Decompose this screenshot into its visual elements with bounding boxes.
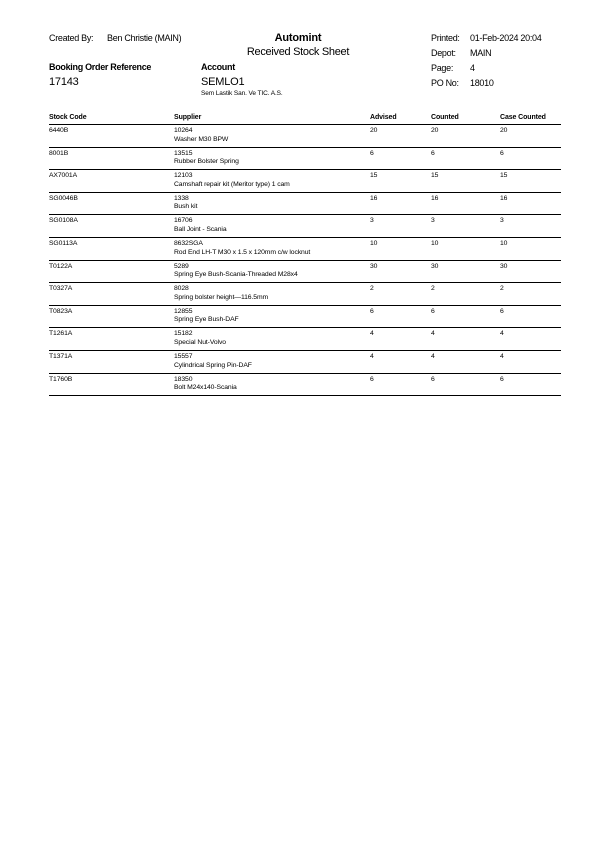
counted-cell: 4 [431, 330, 435, 338]
description-cell: Cylindrical Spring Pin-DAF [174, 361, 252, 369]
supplier-code-cell: 15557 [174, 353, 193, 360]
stock-code-cell: T0823A [49, 307, 73, 315]
counted-cell: 6 [431, 307, 435, 315]
counted-cell: 10 [431, 240, 439, 247]
account-code: SEMLO1 [201, 76, 245, 88]
supplier-code-cell: 1338 [174, 194, 189, 202]
case-counted-cell: 3 [500, 217, 504, 225]
page-number: 4 [470, 63, 475, 73]
col-case-counted: Case Counted [500, 114, 546, 121]
col-advised: Advised [370, 114, 397, 121]
table-row [0, 170, 595, 193]
supplier-code-cell: 8028 [174, 285, 189, 293]
advised-cell: 3 [370, 217, 374, 225]
counted-cell: 15 [431, 172, 439, 180]
stock-code-cell: T0327A [49, 285, 73, 293]
case-counted-cell: 20 [500, 127, 508, 134]
created-by-value: Ben Christie (MAIN) [107, 33, 182, 43]
case-counted-cell: 6 [500, 307, 504, 315]
advised-cell: 6 [370, 149, 374, 157]
table-row [0, 374, 595, 397]
stock-code-cell: T0122A [49, 262, 73, 270]
case-counted-cell: 10 [500, 240, 508, 247]
description-cell: Bolt M24x140-Scania [174, 384, 237, 392]
table-row [0, 328, 595, 351]
description-cell: Special Nut-Volvo [174, 338, 226, 346]
description-cell: Spring Eye Bush-DAF [174, 316, 239, 324]
counted-cell: 30 [431, 262, 439, 270]
stock-code-cell: SG0113A [49, 240, 78, 247]
advised-cell: 6 [370, 375, 374, 383]
table-row [0, 283, 595, 306]
po-number: 18010 [470, 78, 494, 88]
booking-ref-label: Booking Order Reference [49, 62, 152, 72]
table-row [0, 238, 595, 261]
description-cell: Camshaft repair kit (Meritor type) 1 cam [174, 180, 290, 188]
table-row [0, 351, 595, 374]
case-counted-cell: 2 [500, 285, 504, 293]
counted-cell: 20 [431, 127, 439, 134]
case-counted-cell: 16 [500, 194, 508, 202]
account-label: Account [201, 62, 235, 72]
table-row [0, 125, 595, 148]
advised-cell: 20 [370, 127, 378, 134]
advised-cell: 16 [370, 194, 378, 202]
table-row [0, 306, 595, 329]
supplier-code-cell: 15182 [174, 330, 193, 338]
col-counted: Counted [431, 114, 459, 121]
supplier-code-cell: 8632SGA [174, 240, 203, 247]
depot-value: MAIN [470, 48, 492, 58]
counted-cell: 2 [431, 285, 435, 293]
supplier-code-cell: 10264 [174, 127, 193, 134]
description-cell: Spring bolster height—116.5mm [174, 293, 269, 301]
stock-code-cell: SG0046B [49, 194, 78, 202]
advised-cell: 4 [370, 353, 374, 360]
description-cell: Washer M30 BPW [174, 135, 229, 143]
table-row [0, 148, 595, 171]
printed-value: 01-Feb-2024 20:04 [470, 33, 542, 43]
description-cell: Bush kit [174, 203, 198, 211]
description-cell: Rod End LH-T M30 x 1.5 x 120mm c/w locknut [174, 248, 311, 256]
description-cell: Spring Eye Bush-Scania-Threaded M28x4 [174, 271, 298, 279]
table-row [0, 261, 595, 284]
counted-cell: 6 [431, 149, 435, 157]
advised-cell: 6 [370, 307, 374, 315]
printed-label: Printed: [431, 33, 460, 43]
booking-ref-value: 17143 [49, 76, 79, 88]
supplier-code-cell: 18350 [174, 375, 193, 383]
page-label: Page: [431, 63, 454, 73]
col-stock-code: Stock Code [49, 114, 87, 121]
account-name: Sem Lastik San. Ve TIC. A.S. [201, 90, 283, 97]
advised-cell: 15 [370, 172, 378, 180]
po-label: PO No: [431, 78, 459, 88]
case-counted-cell: 4 [500, 330, 504, 338]
stock-code-cell: SG0108A [49, 217, 78, 225]
case-counted-cell: 15 [500, 172, 508, 180]
depot-label: Depot: [431, 48, 456, 58]
stock-code-cell: AX7001A [49, 172, 78, 180]
table-row [0, 215, 595, 238]
advised-cell: 30 [370, 262, 378, 270]
case-counted-cell: 4 [500, 353, 504, 360]
counted-cell: 3 [431, 217, 435, 225]
table-row [0, 193, 595, 216]
sheet-title: Received Stock Sheet [246, 46, 350, 58]
case-counted-cell: 6 [500, 375, 504, 383]
supplier-code-cell: 5289 [174, 262, 189, 270]
stock-code-cell: T1371A [49, 353, 73, 360]
description-cell: Rubber Bolster Spring [174, 158, 239, 166]
stock-code-cell: T1760B [49, 375, 73, 383]
col-supplier: Supplier [174, 114, 202, 121]
advised-cell: 2 [370, 285, 374, 293]
stock-code-cell: T1261A [49, 330, 73, 338]
counted-cell: 6 [431, 375, 435, 383]
supplier-code-cell: 12103 [174, 172, 193, 180]
company-name: Automint [274, 32, 322, 44]
advised-cell: 10 [370, 240, 378, 247]
counted-cell: 4 [431, 353, 435, 360]
supplier-code-cell: 16706 [174, 217, 193, 225]
counted-cell: 16 [431, 194, 439, 202]
row-divider [49, 395, 561, 396]
description-cell: Ball Joint - Scania [174, 225, 227, 233]
created-by-label: Created By: [49, 33, 94, 43]
supplier-code-cell: 12855 [174, 307, 193, 315]
advised-cell: 4 [370, 330, 374, 338]
case-counted-cell: 30 [500, 262, 508, 270]
case-counted-cell: 6 [500, 149, 504, 157]
supplier-code-cell: 13515 [174, 149, 193, 157]
stock-code-cell: 6440B [49, 127, 69, 134]
stock-code-cell: 8001B [49, 149, 69, 157]
